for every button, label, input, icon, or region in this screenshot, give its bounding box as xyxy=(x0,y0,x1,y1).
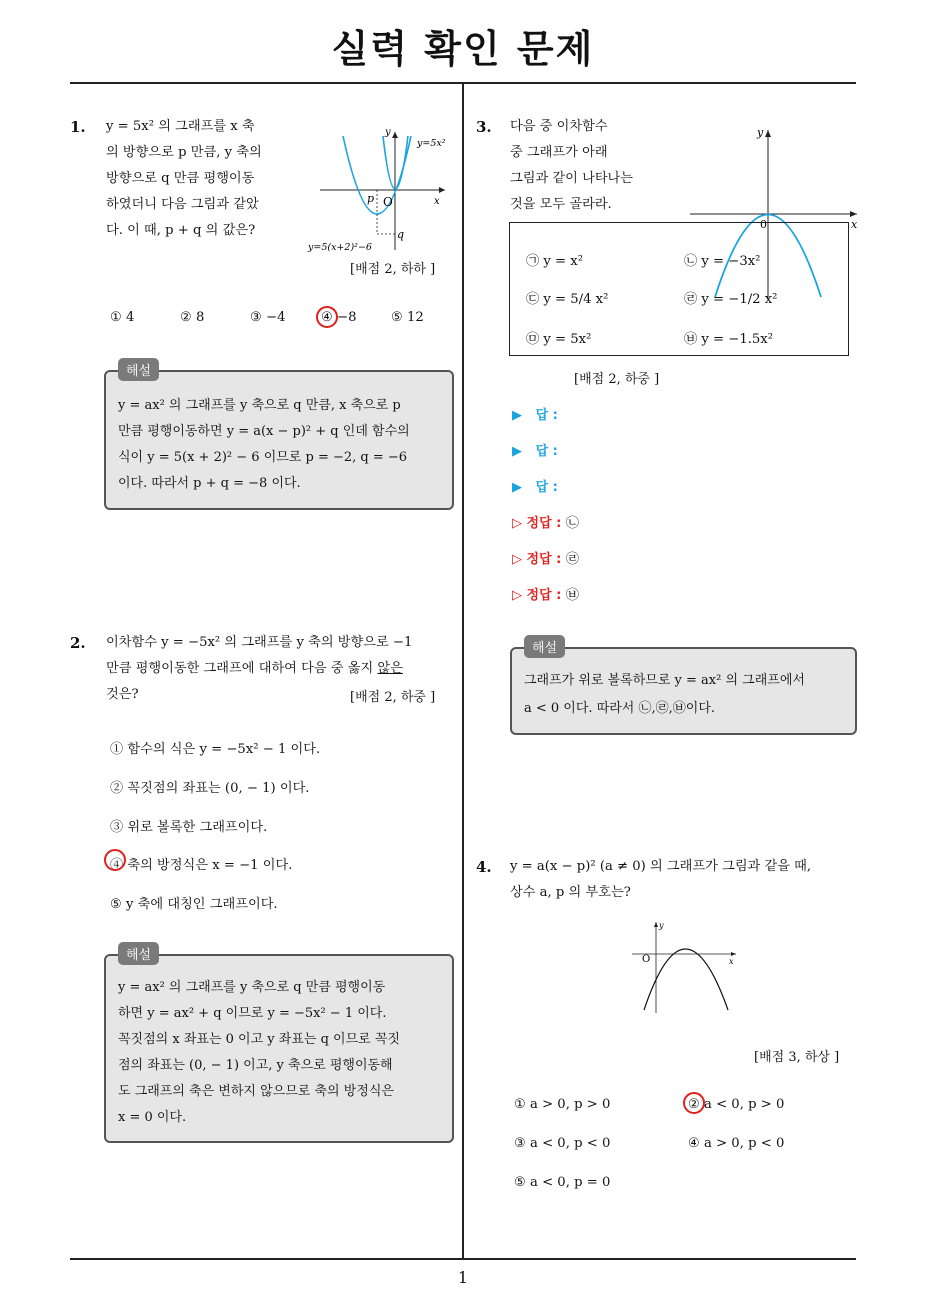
choice-4[interactable]: ④ 축의 방정식은 x = −1 이다. xyxy=(110,858,293,873)
y-axis-arrow xyxy=(654,922,658,927)
outline-triangle-icon: ▷ xyxy=(512,516,522,531)
question-number: 1. xyxy=(70,118,86,136)
question-text-line: 만큼 평행이동한 그래프에 대하여 다음 중 옳지 않은 xyxy=(106,661,403,676)
q1-graph xyxy=(305,122,460,257)
y-label: y xyxy=(757,126,764,139)
solution-line: 하면 y = ax² + q 이므로 y = −5x² − 1 이다. xyxy=(118,1006,387,1021)
choice-5[interactable]: ⑤ y 축에 대칭인 그래프이다. xyxy=(110,897,278,912)
question-text-line: 것을 모두 골라라. xyxy=(510,197,612,212)
underlined-word: 않은 xyxy=(377,661,403,676)
solution-line: 만큼 평행이동하면 y = a(x − p)² + q 인데 함수의 xyxy=(118,424,410,439)
choice-2[interactable]: ② a < 0, p > 0 xyxy=(688,1097,785,1112)
grade-label: [배점 3, 하상 ] xyxy=(754,1050,840,1065)
play-triangle-icon: ▶ xyxy=(512,444,522,459)
choice-3[interactable]: ③ −4 xyxy=(250,310,286,325)
play-triangle-icon: ▶ xyxy=(512,408,522,423)
grade-label: [배점 2, 하하 ] xyxy=(350,262,436,277)
solution-line: 이다. 따라서 p + q = −8 이다. xyxy=(118,476,301,491)
choice-2[interactable]: ② 8 xyxy=(180,310,205,325)
x-label: x xyxy=(434,196,440,207)
outline-triangle-icon: ▷ xyxy=(512,552,522,567)
solution-box xyxy=(104,370,454,510)
outline-triangle-icon: ▷ xyxy=(512,588,522,603)
correct-answer: ▷ 정답 : ㉥ xyxy=(512,588,579,603)
question-text-line: 다음 중 이차함수 xyxy=(510,119,608,134)
marked-answer-circle xyxy=(316,306,338,328)
curve-original-label: y=5x² xyxy=(417,138,446,149)
solution-box xyxy=(104,954,454,1143)
solution-line: y = ax² 의 그래프를 y 축으로 q 만큼 평행이동 xyxy=(118,980,386,995)
q-label: q xyxy=(397,228,405,241)
x-axis-arrow xyxy=(439,187,445,193)
choice-nieun[interactable]: ㉡ y = −3x² xyxy=(684,254,761,269)
choice-4[interactable]: ④ −8 xyxy=(321,310,357,325)
page-title: 실력 확인 문제 xyxy=(331,27,595,71)
p-label: p xyxy=(367,192,375,205)
grade-label: [배점 2, 하중 ] xyxy=(574,372,660,387)
solution-line: 꼭짓점의 x 좌표는 0 이고 y 좌표는 q 이므로 꼭짓 xyxy=(118,1032,400,1047)
question-text-line: 하였더니 다음 그림과 같았 xyxy=(106,197,259,212)
q4-graph xyxy=(630,918,750,1018)
choice-5[interactable]: ⑤ a < 0, p = 0 xyxy=(514,1175,611,1190)
answer-field[interactable]: ▶ 답 : xyxy=(512,480,558,495)
page-number: 1 xyxy=(457,1268,469,1287)
question-text-line: 상수 a, p 의 부호는? xyxy=(510,885,631,900)
parabola-curve xyxy=(644,949,728,1010)
choice-4[interactable]: ④ a > 0, p < 0 xyxy=(688,1136,785,1151)
curve-shifted-label: y=5(x+2)²−6 xyxy=(308,242,372,253)
marked-answer-circle xyxy=(104,849,126,871)
solution-tag: 해설 xyxy=(524,635,565,658)
play-triangle-icon: ▶ xyxy=(512,480,522,495)
choice-3[interactable]: ③ a < 0, p < 0 xyxy=(514,1136,611,1151)
x-axis-arrow xyxy=(731,952,736,956)
question-text-line: y = 5x² 의 그래프를 x 축 xyxy=(106,119,255,134)
choice-2[interactable]: ② 꼭짓점의 좌표는 (0, − 1) 이다. xyxy=(110,781,310,796)
y-axis-arrow xyxy=(392,132,398,138)
question-text-line: 이차함수 y = −5x² 의 그래프를 y 축의 방향으로 −1 xyxy=(106,635,413,650)
x-label: x xyxy=(729,957,734,966)
origin-label: O xyxy=(642,954,651,965)
choice-3[interactable]: ③ 위로 볼록한 그래프이다. xyxy=(110,820,268,835)
solution-line: a < 0 이다. 따라서 ㉡,㉣,㉥이다. xyxy=(524,701,716,716)
choice-giyeok[interactable]: ㉠ y = x² xyxy=(526,254,583,269)
solution-line: 식이 y = 5(x + 2)² − 6 이므로 p = −2, q = −6 xyxy=(118,450,408,465)
solution-line: 그래프가 위로 볼록하므로 y = ax² 의 그래프에서 xyxy=(524,673,805,688)
question-text-line: y = a(x − p)² (a ≠ 0) 의 그래프가 그림과 같을 때, xyxy=(510,859,812,874)
choice-bieup[interactable]: ㉥ y = −1.5x² xyxy=(684,332,774,347)
question-number: 4. xyxy=(476,858,492,876)
origin-label: O xyxy=(383,195,393,209)
question-number: 2. xyxy=(70,634,86,652)
origin-label: 0 xyxy=(760,218,767,231)
question-text-line: 다. 이 때, p + q 의 값은? xyxy=(106,223,256,238)
marked-answer-circle xyxy=(683,1092,705,1114)
question-text-line: 것은? xyxy=(106,687,139,702)
choice-rieul[interactable]: ㉣ y = −1/2 x² xyxy=(684,292,778,307)
column-divider xyxy=(462,84,464,1259)
solution-box xyxy=(510,647,857,735)
y-axis-arrow xyxy=(765,130,771,137)
question-text-line: 중 그래프가 아래 xyxy=(510,145,608,160)
grade-label: [배점 2, 하중 ] xyxy=(350,690,436,705)
solution-line: 점의 좌표는 (0, − 1) 이고, y 축으로 평행이동해 xyxy=(118,1058,393,1073)
question-number: 3. xyxy=(476,118,492,136)
correct-answer: ▷ 정답 : ㉡ xyxy=(512,516,579,531)
answer-field[interactable]: ▶ 답 : xyxy=(512,408,558,423)
solution-tag: 해설 xyxy=(118,942,159,965)
solution-line: 도 그래프의 축은 변하지 않으므로 축의 방정식은 xyxy=(118,1084,394,1099)
y-label: y xyxy=(659,921,664,930)
y-label: y xyxy=(385,127,391,138)
solution-line: x = 0 이다. xyxy=(118,1110,187,1125)
question-text-line: 방향으로 q 만큼 평행이동 xyxy=(106,171,255,186)
question-text-line: 그림과 같이 나타나는 xyxy=(510,171,634,186)
choice-1[interactable]: ① 4 xyxy=(110,310,135,325)
x-label: x xyxy=(851,218,858,231)
bottom-rule xyxy=(70,1258,856,1260)
choice-5[interactable]: ⑤ 12 xyxy=(391,310,424,325)
choice-1[interactable]: ① a > 0, p > 0 xyxy=(514,1097,611,1112)
solution-tag: 해설 xyxy=(118,358,159,381)
choice-mieum[interactable]: ㉤ y = 5x² xyxy=(526,332,592,347)
x-axis-arrow xyxy=(850,211,857,217)
answer-field[interactable]: ▶ 답 : xyxy=(512,444,558,459)
solution-line: y = ax² 의 그래프를 y 축으로 q 만큼, x 축으로 p xyxy=(118,398,401,413)
choice-1[interactable]: ① 함수의 식은 y = −5x² − 1 이다. xyxy=(110,742,321,757)
correct-answer: ▷ 정답 : ㉣ xyxy=(512,552,579,567)
choice-digeut[interactable]: ㉢ y = 5/4 x² xyxy=(526,292,609,307)
question-text-line: 의 방향으로 p 만큼, y 축의 xyxy=(106,145,262,160)
